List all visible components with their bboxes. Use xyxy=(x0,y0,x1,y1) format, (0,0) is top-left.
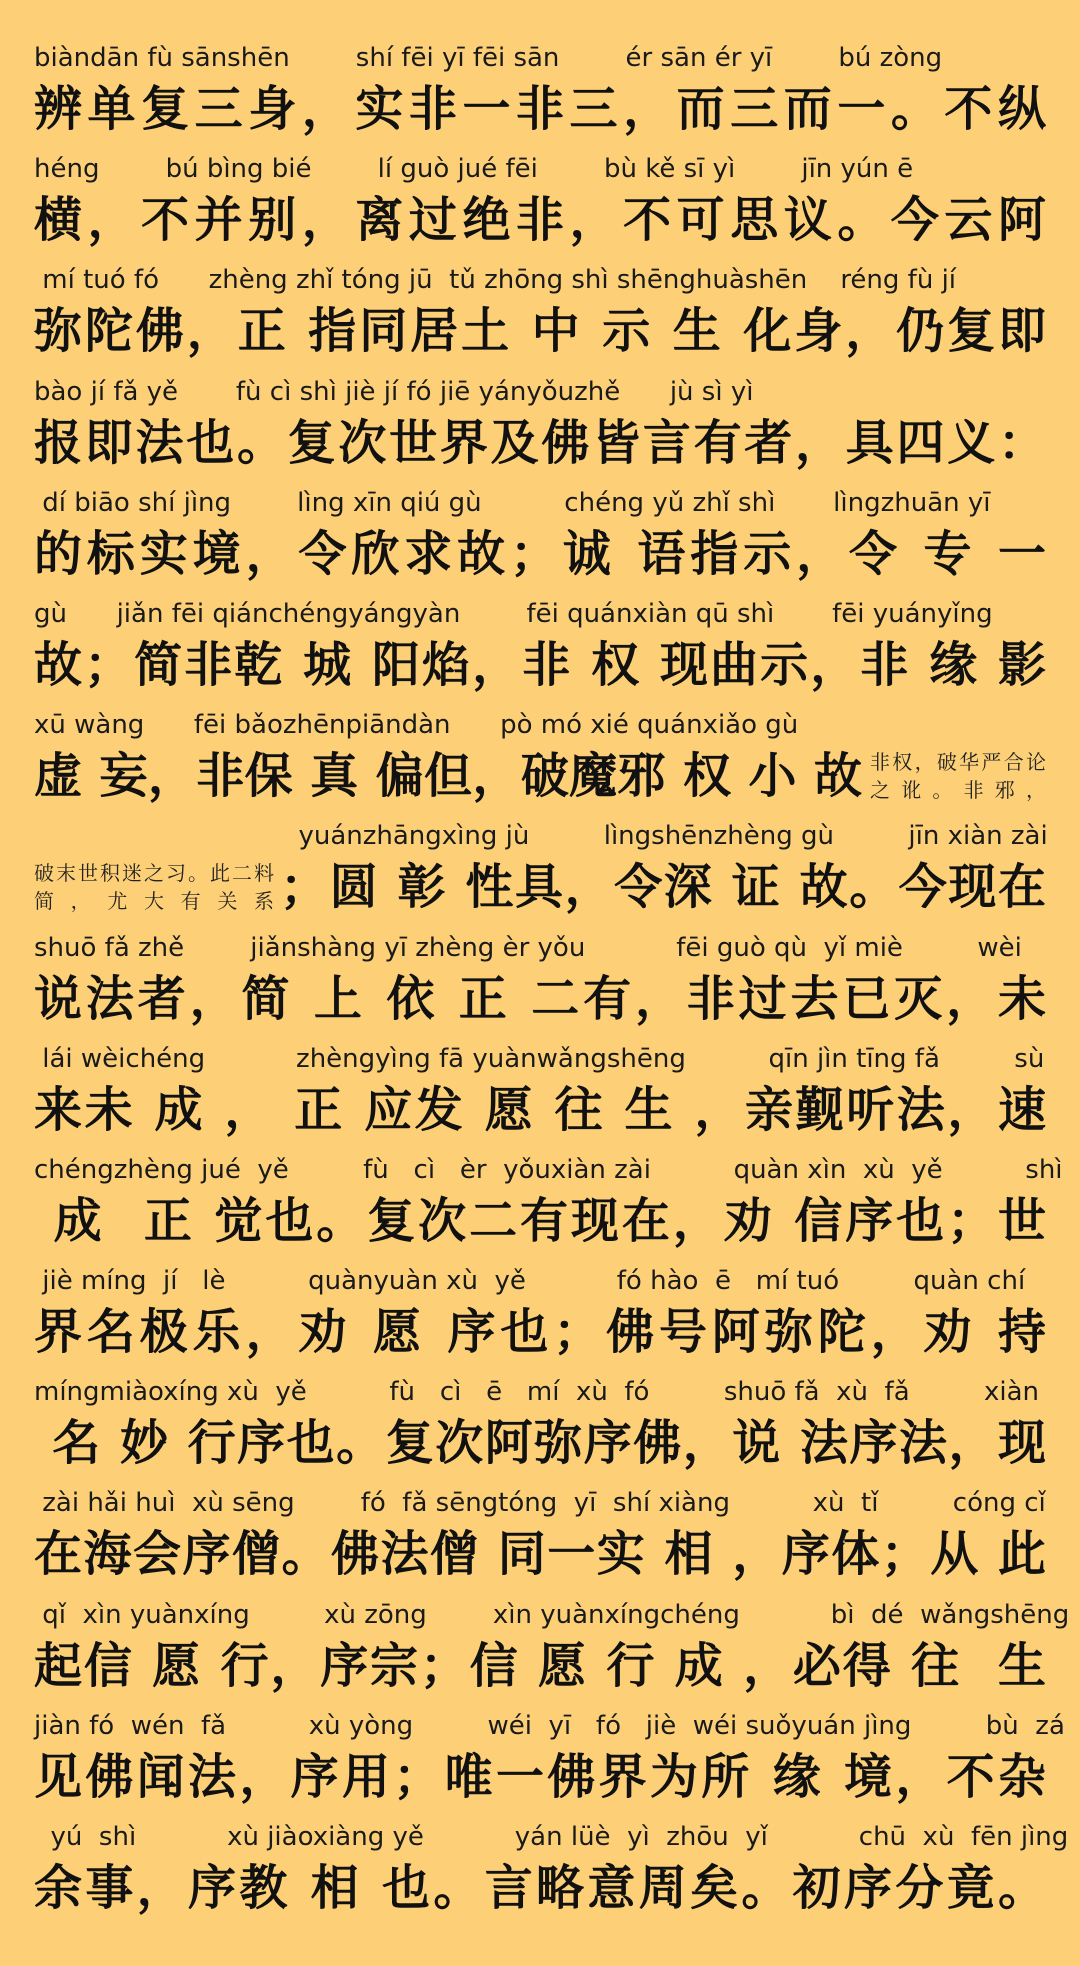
hanzi-line: 说法者，简 上 依 正 二有，非过去已灭，未 xyxy=(34,970,1046,1027)
pinyin-line: míngmiàoxíng xù yě fù cì ē mí xù fó shuō fǎ xù fǎ xiàn xyxy=(34,1377,1040,1408)
text-line-5 xyxy=(34,483,1046,594)
hanzi-line: 故；简非乾 城 阳焰，非 权 现曲示，非 缘 影 xyxy=(34,636,1046,693)
pinyin-line: biàndān fù sānshēn shí fēi yī fēi sān ér sān ér yī bú zòng xyxy=(34,43,943,73)
hanzi-line: 界名极乐，劝 愿 序也；佛号阿弥陀，劝 持 xyxy=(34,1304,1046,1361)
pinyin-line: jiàn fó wén fǎ xù yòng wéi yī fó jiè wéi suǒyuán jìng bù zá xyxy=(34,1710,1065,1741)
pinyin-line: shuō fǎ zhě jiǎnshàng yī zhèng èr yǒu fēi guò qù yǐ miè wèi xyxy=(34,932,1022,963)
hanzi-row xyxy=(34,856,1046,918)
hanzi-row xyxy=(34,523,1046,585)
pinyin-line: dí biāo shí jìng lìng xīn qiú gù chéng yǔ zhǐ shì lìngzhuān yī xyxy=(34,487,991,518)
text-line-14 xyxy=(34,1483,1046,1594)
hanzi-line: 的标实境，令欣求故；诚 语指示，令 专 一 xyxy=(34,525,1046,582)
pinyin-line: héng bú bìng bié lí guò jué fēi bù kě sī yì jīn yún ē xyxy=(34,154,914,185)
pinyin-line: chéngzhèng jué yě fù cì èr yǒuxiàn zài quàn xìn xù yě shì xyxy=(34,1154,1063,1185)
hanzi-line: 名 妙 行序也。复次阿弥序佛，说 法序法，现 xyxy=(34,1415,1046,1472)
hanzi-line: 余事，序教 相 也。言略意周矣。初序分竟。 xyxy=(34,1860,1046,1916)
annotation-note: 破末世积迷之习。此二料简，尤大有关系 xyxy=(34,861,274,914)
annotation-note: 非权，破华严合论之讹。非邪， xyxy=(870,750,1046,803)
hanzi-row xyxy=(34,1857,1046,1919)
text-line-4 xyxy=(34,372,1046,483)
hanzi-line: 横，不并别，离过绝非，不可思议。今云阿 xyxy=(34,192,1046,249)
text-line-10 xyxy=(34,1039,1046,1150)
text-line-7 xyxy=(34,705,1046,816)
hanzi-row xyxy=(34,300,1046,362)
text-line-15 xyxy=(34,1595,1070,1706)
pinyin-line: yuánzhāngxìng jù lìngshēnzhèng gù jīn xiàn zài xyxy=(34,821,1048,852)
hanzi-row xyxy=(34,1523,1046,1585)
pinyin-line: jiè míng jí lè quànyuàn xù yě fó hào ē mí tuó quàn chí xyxy=(34,1266,1026,1297)
hanzi-line: 来未 成 ， 正 应发 愿 往 生 ，亲觐听法，速 xyxy=(34,1081,1046,1138)
text-line-9 xyxy=(34,928,1046,1039)
text-line-11 xyxy=(34,1150,1063,1261)
hanzi-line: 起信 愿 行，序宗；信 愿 行 成 ，必得 往 生 xyxy=(34,1637,1046,1694)
text-line-13 xyxy=(34,1372,1046,1483)
pinyin-line: gù jiǎn fēi qiánchéngyángyàn fēi quánxiàn qū shì fēi yuányǐng xyxy=(34,598,993,629)
text-line-1 xyxy=(34,38,1046,149)
hanzi-line: 在海会序僧。佛法僧 同一实 相 ，序体；从 此 xyxy=(34,1526,1046,1583)
text-line-16 xyxy=(34,1706,1065,1817)
text-line-6 xyxy=(34,594,1046,705)
hanzi-row xyxy=(34,1079,1046,1141)
text-line-17 xyxy=(34,1817,1069,1928)
pinyin-line: lái wèichéng zhèngyìng fā yuànwǎngshēng qīn jìn tīng fǎ sù xyxy=(34,1043,1045,1074)
text-line-8 xyxy=(34,816,1046,927)
hanzi-row xyxy=(34,1301,1046,1363)
hanzi-row xyxy=(34,1190,1046,1252)
pinyin-line: qǐ xìn yuànxíng xù zōng xìn yuànxíngchéng bì dé wǎngshēng xyxy=(34,1599,1070,1630)
hanzi-row xyxy=(34,745,1046,807)
pinyin-line: bào jí fǎ yě fù cì shì jiè jí fó jiē yányǒuzhě jù sì yì xyxy=(34,376,754,407)
hanzi-row xyxy=(34,412,1046,474)
hanzi-line: 虚 妄，非保 真 偏但，破魔邪 权 小 故 xyxy=(34,748,862,805)
text-line-3 xyxy=(34,260,1046,371)
pinyin-line: yú shì xù jiàoxiàng yě yán lüè yì zhōu yǐ chū xù fēn jìng xyxy=(34,1822,1069,1852)
text-line-2 xyxy=(34,149,1046,260)
hanzi-row xyxy=(34,1635,1046,1697)
pinyin-line: zài hǎi huì xù sēng fó fǎ sēngtóng yī shí xiàng xù tǐ cóng cǐ xyxy=(34,1488,1046,1519)
hanzi-row xyxy=(34,634,1046,696)
hanzi-line: ；圆 彰 性具，令深 证 故。今现在 xyxy=(280,859,1046,916)
hanzi-line: 成 正 觉也。复次二有现在，劝 信序也；世 xyxy=(34,1192,1046,1249)
hanzi-row xyxy=(34,189,1046,251)
hanzi-row xyxy=(34,968,1046,1030)
pinyin-line: xū wàng fēi bǎozhēnpiāndàn pò mó xié quánxiǎo gù xyxy=(34,710,799,741)
pinyin-line: mí tuó fó zhèng zhǐ tóng jū tǔ zhōng shì shēnghuàshēn réng fù jí xyxy=(34,265,957,296)
hanzi-line: 弥陀佛，正 指同居土 中 示 生 化身，仍复即 xyxy=(34,303,1046,360)
hanzi-row xyxy=(34,1412,1046,1474)
hanzi-row xyxy=(34,1746,1046,1808)
hanzi-row xyxy=(34,78,1046,140)
hanzi-line: 辨单复三身，实非一非三，而三而一。不纵 xyxy=(34,81,1046,137)
hanzi-line: 报即法也。复次世界及佛皆言有者，具四义： xyxy=(34,414,1046,471)
text-line-12 xyxy=(34,1261,1046,1372)
hanzi-line: 见佛闻法，序用；唯一佛界为所 缘 境，不杂 xyxy=(34,1748,1046,1805)
